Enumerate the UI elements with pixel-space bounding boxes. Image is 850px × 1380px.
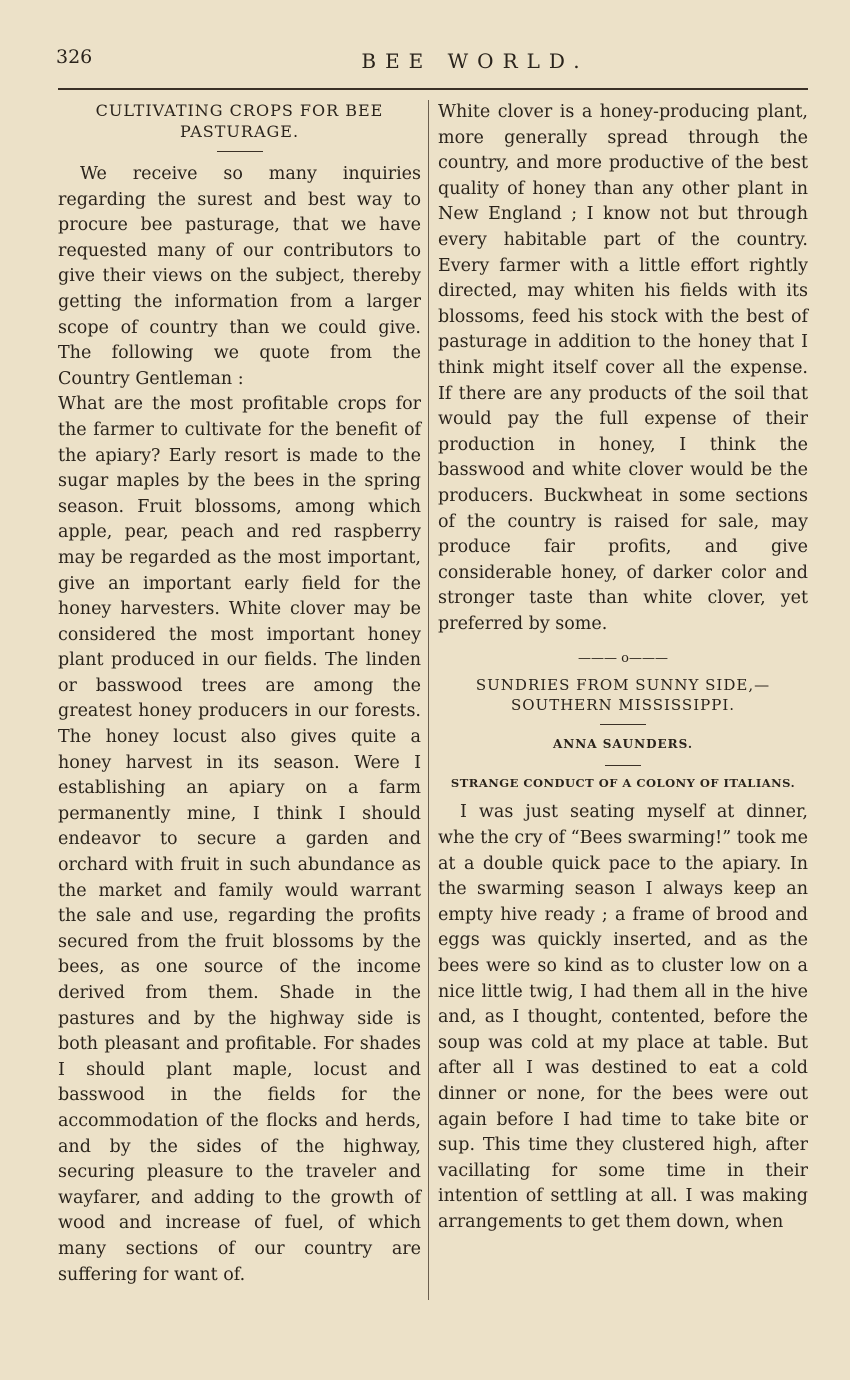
second-headline: SUNDRIES FROM SUNNY SIDE,— SOUTHERN MISSISSIPPI.: [475, 676, 771, 715]
right-column: [438, 100, 808, 1236]
left-column: [58, 100, 421, 1288]
article-headline: CULTIVATING CROPS FOR BEE PASTURAGE.: [95, 101, 384, 141]
headline-rule: [217, 151, 263, 152]
header-rule: [58, 88, 808, 90]
byline-rule: [605, 765, 641, 766]
article-body: What are the most profitable crops for the farmer to cultivate for the benefit of the apiary? Early resort is made to the sugar maples by the bees in the spring season. Fruit blossoms, among which apple, pear, peach and red raspberry may be regarded as the most important, give an important early field for the honey harvesters. White clover may be considered the most important honey plant produced in our fields. The linden or basswood trees are among the greatest honey producers in our forests. The honey locust also gives quite a honey harvest in its season. Were I establishing an apiary on a farm permanently mine, I think I should endeavor to secure a garden and orchard with fruit in such abundance as the market and family would warrant the sale and use, regarding the profits secured from the fruit blossoms by the bees, as one source of the income derived from them. Shade in the pastures and by the highway side is both pleasant and profitable. For shades I should plant maple, locust and basswood in the fields for the accommodation of the flocks and herds, and by the sides of the highway, securing pleasure to the traveler and wayfarer, and adding to the growth of wood and increase of fuel, of which many sections of our country are suffering for want of.: [58, 394, 421, 1285]
article-intro: We receive so many inquiries regarding the surest and best way to procure bee pasturage, that we have requested many of our contributors to give their views on the subject, thereby getting the information from a larger scope of country than we could give. The following we quote from the Country Gentleman :: [58, 164, 421, 389]
sub-headline: STRANGE CONDUCT OF A COLONY OF ITALIANS.: [450, 776, 796, 791]
journal-title: BEE WORLD.: [361, 49, 589, 73]
column-divider: [428, 100, 429, 1300]
second-headline-rule: [600, 724, 646, 725]
page-number: 326: [56, 46, 93, 68]
section-ornament: ——— o———: [578, 651, 668, 667]
author-byline: ANNA SAUNDERS.: [552, 737, 694, 752]
second-article-body: I was just seating myself at dinner, whe the cry of “Bees swarming!” took me at a double quick pace to the apiary. In the swarming season I always keep an empty hive ready ; a frame of brood and eggs was quickly inserted, and as the bees were so kind as to cluster low on a nice little twig, I had them all in the hive and, as I thought, contented, before the soup was cold at my place at table. But after all I was destined to eat a cold dinner or none, for the bees were out again before I had time to take bite or sup. This time they clustered high, after vacillating for some time in their intention of settling at all. I was making arrangements to get them down, when: [438, 802, 808, 1232]
article-continued: White clover is a honey-producing plant, more generally spread through the country, and more productive of the best quality of honey than any other plant in New England ; I know not but through every habitable part of the country. Every farmer with a little effort rightly directed, may whiten his fields with its blossoms, feed his stock with the best of pasturage in addition to the honey that I think might itself cover all the expense. If there are any products of the soil that would pay the full expense of their production in honey, I think the basswood and white clover would be the producers. Buckwheat in some sections of the country is raised for sale, may produce fair profits, and give considerable honey, of darker color and stronger taste than white clover, yet preferred by some.: [438, 102, 808, 634]
running-head: [0, 46, 850, 76]
